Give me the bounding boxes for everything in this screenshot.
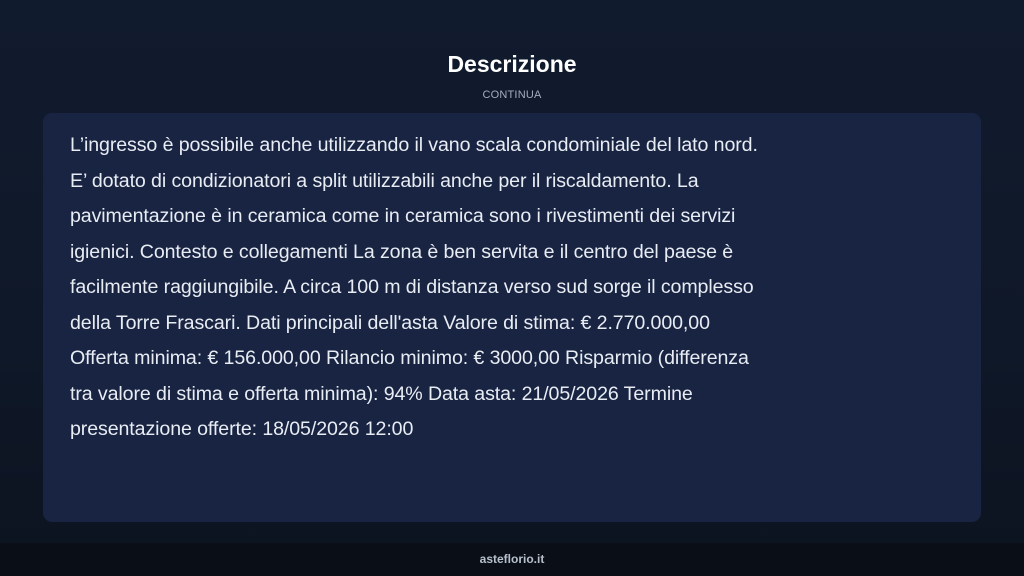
description-line: igienici. Contesto e collegamenti La zona è ben servita e il centro del paese è <box>70 240 734 263</box>
description-line: della Torre Frascari. Dati principali dell'asta Valore di stima: € 2.770.000,00 <box>70 311 710 334</box>
description-line: L’ingresso è possibile anche utilizzando il vano scala condominiale del lato nord. <box>70 134 758 156</box>
description-line: pavimentazione è in ceramica come in ceramica sono i rivestimenti dei servizi <box>70 205 736 227</box>
description-text <box>70 128 953 448</box>
description-line: tra valore di stima e offerta minima): 94% Data asta: 21/05/2026 Termine <box>70 382 693 405</box>
description-line: facilmente raggiungibile. A circa 100 m di distanza verso sud sorge il complesso <box>70 276 754 298</box>
page-title: Descrizione <box>447 51 577 77</box>
description-line: E’ dotato di condizionatori a split utilizzabili anche per il riscaldamento. La <box>70 169 699 192</box>
description-card <box>43 113 981 522</box>
description-line: presentazione offerte: 18/05/2026 12:00 <box>70 418 414 440</box>
site-name: asteflorio.it <box>479 552 545 566</box>
description-line: Offerta minima: € 156.000,00 Rilancio minimo: € 3000,00 Risparmio (differenza <box>70 347 749 369</box>
continued-label: CONTINUA <box>482 89 542 101</box>
footer-bar <box>0 543 1024 576</box>
